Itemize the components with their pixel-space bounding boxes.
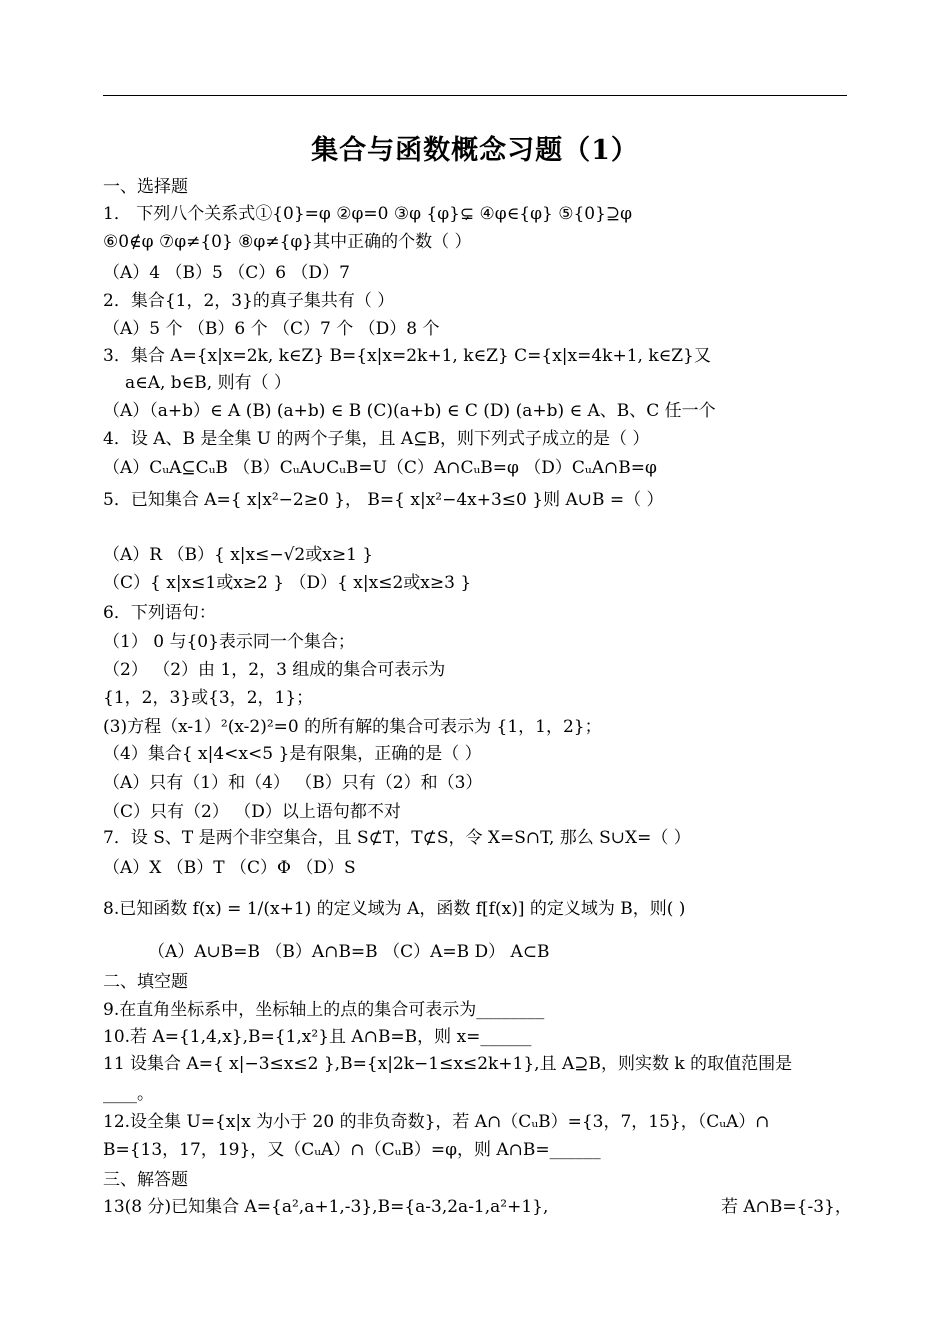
q2-options: （A）5 个 （B）6 个 （C）7 个 （D）8 个: [103, 319, 440, 339]
q2-stem: 2．集合{1，2，3}的真子集共有（ ）: [103, 291, 395, 311]
page-title: 集合与函数概念习题（1）: [311, 135, 639, 166]
q1-options: （A）4 （B）5 （C）6 （D）7: [103, 263, 350, 283]
section-heading-solve: 三、解答题: [103, 1170, 188, 1190]
q5-options-cd: （C）{ x|x≤1或x≥2 } （D）{ x|x≤2或x≥3 }: [103, 573, 472, 593]
q5-options-ab: （A）R （B）{ x|x≤−√2或x≥1 }: [103, 545, 374, 565]
header-rule: [103, 95, 847, 96]
q3-options: （A）（a+b）∈ A (B) (a+b) ∈ B (C)(a+b) ∈ C (D) (a+b) ∈ A、B、C 任一个: [103, 401, 716, 421]
q11-line2: ____。: [103, 1084, 154, 1104]
q6-options-cd: （C）只有（2） （D）以上语句都不对: [103, 802, 401, 822]
q4-options: （A）CᵤA⊆CᵤB （B）CᵤA∪CᵤB=U（C）A∩CᵤB=φ （D）CᵤA∩B=φ: [103, 458, 657, 478]
section-heading-fill: 二、填空题: [103, 972, 188, 992]
q8-options: （A）A∪B=B （B）A∩B=B （C）A=B D） A⊂B: [148, 942, 550, 962]
q5-stem: 5．已知集合 A={ x|x²−2≥0 }， B={ x|x²−4x+3≤0 }则 A∪B =（ ）: [103, 490, 664, 510]
q13-left: 13(8 分)已知集合 A={a²,a+1,-3},B={a-3,2a-1,a²+1},: [103, 1197, 549, 1217]
q6-statement-2b: {1，2，3}或{3，2，1}；: [103, 688, 314, 708]
section-heading-choice: 一、选择题: [103, 177, 188, 197]
q7-options: （A）X （B）T （C）Φ （D）S: [103, 858, 356, 878]
q12-line2: B={13，17，19}，又（CᵤA）∩（CᵤB）=φ，则 A∩B=______: [103, 1140, 601, 1160]
q3-line2: a∈A, b∈B, 则有（ ）: [125, 373, 291, 393]
q3-line1: 3．集合 A={x|x=2k, k∈Z} B={x|x=2k+1, k∈Z} C={x|x=4k+1, k∈Z}又: [103, 346, 711, 366]
q1-line2: ⑥0∉φ ⑦φ≠{0} ⑧φ≠{φ}其中正确的个数（ ）: [103, 232, 472, 252]
q6-stem: 6．下列语句：: [103, 603, 216, 623]
q7-stem: 7．设 S、T 是两个非空集合，且 S⊄T，T⊄S，令 X=S∩T, 那么 S∪X=（ ）: [103, 828, 691, 848]
q6-statement-4: （4）集合{ x|4<x<5 }是有限集，正确的是（ ）: [103, 744, 482, 764]
q1-line1: 1． 下列八个关系式①{0}=φ ②φ=0 ③φ {φ}⊊ ④φ∈{φ} ⑤{0}⊇φ: [103, 204, 633, 224]
q8-stem: 8.已知函数 f(x) = 1/(x+1) 的定义域为 A，函数 f[f(x)] 的定义域为 B，则( ): [103, 899, 686, 919]
q4-stem: 4．设 A、B 是全集 U 的两个子集，且 A⊆B，则下列式子成立的是（ ）: [103, 429, 650, 449]
q6-statement-1: （1） 0 与{0}表示同一个集合；: [103, 632, 355, 652]
q9: 9.在直角坐标系中，坐标轴上的点的集合可表示为________: [103, 1000, 545, 1020]
q6-options-ab: （A）只有（1）和（4） （B）只有（2）和（3）: [103, 773, 483, 793]
q6-statement-3: (3)方程（x-1）²(x-2)²=0 的所有解的集合可表示为 {1，1，2}；: [103, 717, 602, 737]
q6-statement-2: （2） （2）由 1，2，3 组成的集合可表示为: [103, 660, 446, 680]
q13-right: 若 A∩B={-3}，: [721, 1197, 852, 1217]
q12-line1: 12.设全集 U={x|x 为小于 20 的非负奇数}，若 A∩（CᵤB）={3，7，15}，（CᵤA）∩: [103, 1112, 770, 1132]
q11-line1: 11 设集合 A={ x|−3≤x≤2 },B={x|2k−1≤x≤2k+1},且 A⊇B，则实数 k 的取值范围是: [103, 1054, 793, 1074]
q10: 10.若 A={1,4,x},B={1,x²}且 A∩B=B，则 x=______: [103, 1027, 532, 1047]
